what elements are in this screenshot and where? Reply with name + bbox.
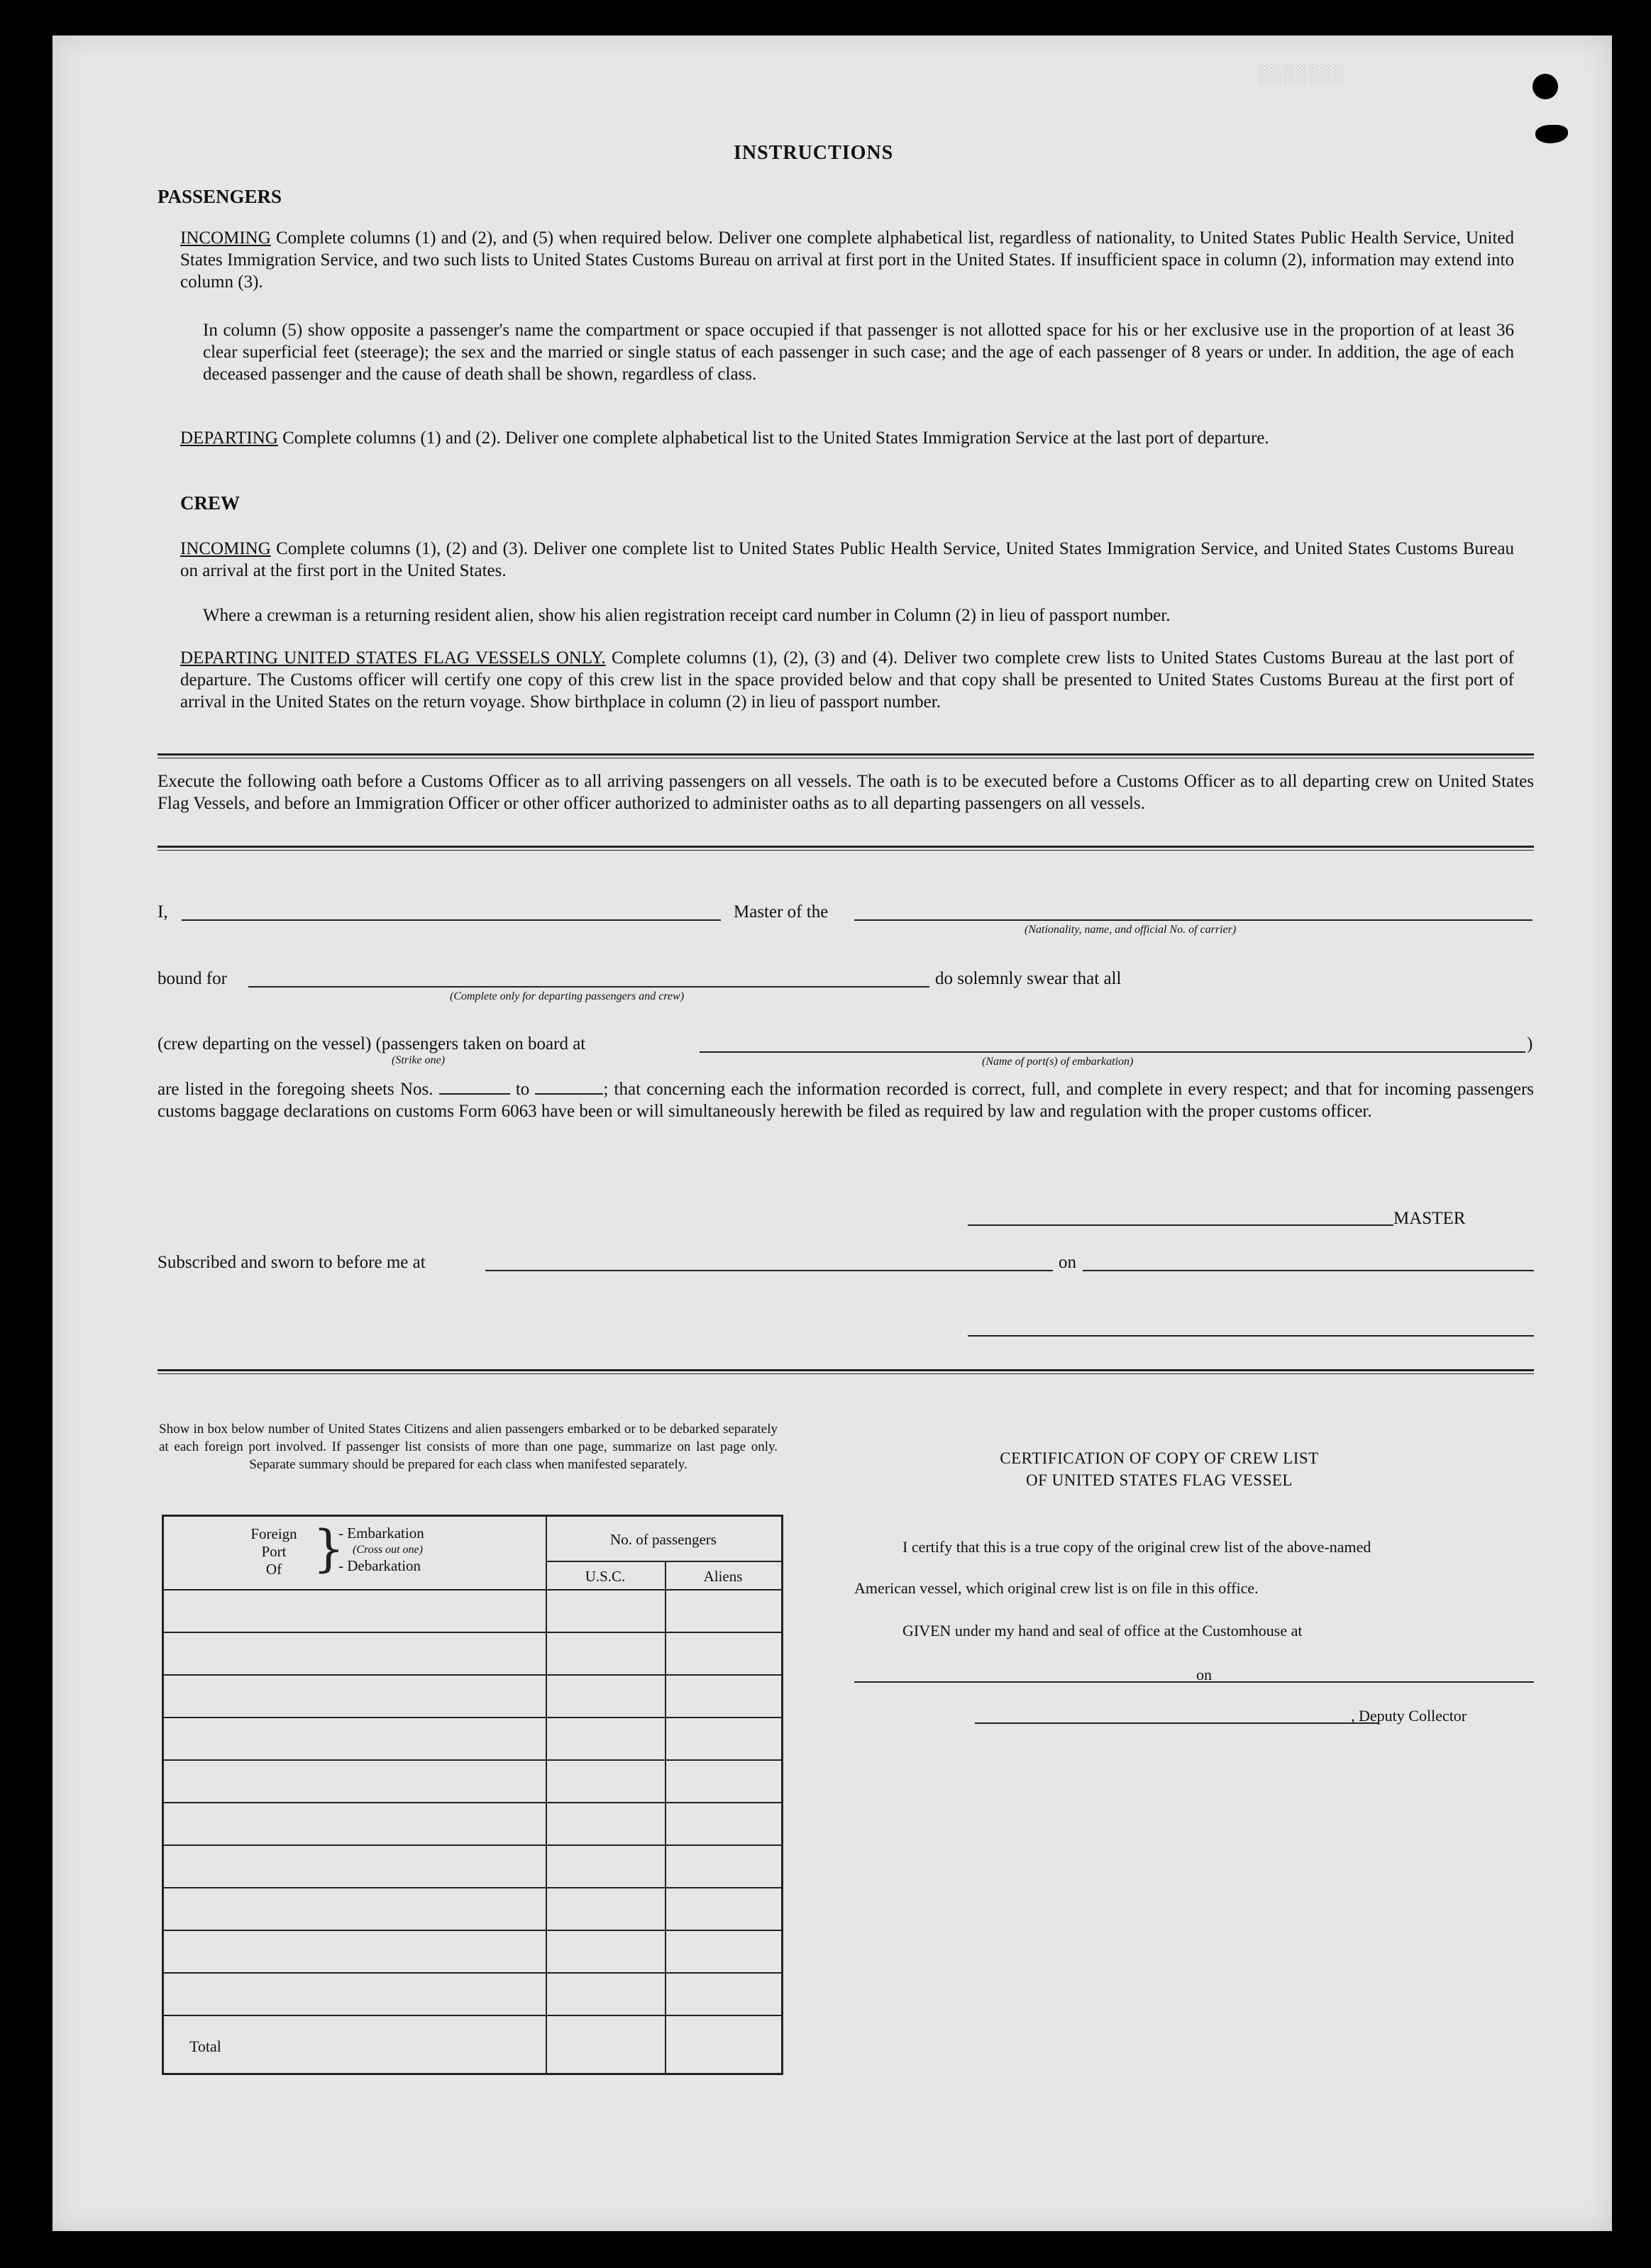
officer-signature-field[interactable] [968,1335,1534,1337]
passengers-heading: PASSENGERS [158,186,282,207]
certification-on-label: on [1196,1666,1212,1683]
passengers-departing-paragraph [180,427,1514,449]
table-header-split [546,1561,781,1562]
ports-hint: (Name of port(s) of embarkation) [982,1056,1134,1068]
incoming-label: INCOMING [180,228,271,248]
passenger-summary-table [162,1515,783,2075]
master-label: MASTER [1393,1209,1466,1228]
given-line: GIVEN under my hand and seal of office at the Customhouse at [902,1622,1303,1639]
crew-departing-label: DEPARTING UNITED STATES FLAG VESSELS ONLY. [180,648,606,668]
usc-header: U.S.C. [585,1568,626,1585]
port-label: Port [261,1543,287,1560]
departing-label: DEPARTING [180,428,278,448]
no-of-passengers-header: No. of passengers [610,1531,717,1548]
bound-for-field[interactable] [248,986,929,988]
table-row-line [164,2015,781,2016]
table-row-line [164,1887,781,1888]
aliens-header: Aliens [703,1568,743,1585]
oath-divider [158,846,1534,851]
certify-line2: American vessel, which original crew list is on file in this office. [854,1579,1259,1597]
sheets-paragraph [158,1078,1534,1122]
sheets-text-b: ; that concerning each the information recorded is correct, full, and complete in every respect; and that for incoming passengers customs baggage declarations on customs Form 6063 have been or will simultaneously herewith be filed as required by law and regulation with the proper customs officer. [158,1080,1535,1121]
table-divider-usc [665,1561,666,2073]
customhouse-field[interactable] [854,1681,1249,1683]
crew-incoming-paragraph [180,538,1514,582]
master-of-label: Master of the [734,902,829,922]
column5-paragraph: In column (5) show opposite a passenger's name the compartment or space occupied if that passenger is not allotted space for his or her exclusive use in the proportion of at least 36 clear superficial feet (steerage); the sex and the married or single status of each passenger in such case; and the age of each passenger of 8 years or under. In addition, the age of each deceased passenger and the cause of death shall be shown, regardless of class. [203,321,1514,384]
bleed-through-header: ░░░░░░░ [1259,64,1347,85]
table-row-line [164,1717,781,1718]
carrier-field[interactable] [854,919,1533,921]
debarkation-label: - Debarkation [338,1557,421,1574]
table-row-line [164,1972,781,1974]
deputy-collector-signature-field[interactable] [975,1722,1379,1724]
bound-for-label: bound for [158,969,227,988]
strike-one-hint: (Strike one) [392,1054,446,1066]
crewman-paragraph: Where a crewman is a returning resident alien, show his alien registration receipt card number in Column (2) in lieu of passport number. [203,606,1171,625]
table-row-line [164,1759,781,1761]
subscribed-place-field[interactable] [485,1270,1053,1271]
deputy-collector-label: , Deputy Collector [1351,1707,1467,1725]
total-label: Total [189,2037,221,2055]
foreign-port-of-header [235,1525,313,1578]
crew-heading: CREW [180,492,241,514]
page-title: INSTRUCTIONS [734,142,894,164]
crew-passengers-label: (crew departing on the vessel) (passengers taken on board at [158,1034,586,1053]
certification-heading-line2: OF UNITED STATES FLAG VESSEL [1026,1471,1293,1489]
sheets-to-label: to [515,1080,530,1099]
table-header-bottom [164,1589,781,1591]
lower-divider [158,1369,1534,1374]
certification-date-field[interactable] [1216,1681,1534,1683]
subscribed-on-label: on [1059,1253,1076,1272]
master-name-field[interactable] [182,919,721,921]
of-label: Of [265,1561,282,1578]
crew-departing-text: Complete columns (1), (2), (3) and (4). Deliver two complete crew lists to United States Customs Bureau at the last port of departure. The Customs officer will certify one copy of this crew list in the space provided below and that copy shall be presented to United States Customs Bureau at the first port of arrival in the United States on the return voyage. Show birthplace in column (2) in lieu of passport number. [180,648,1514,712]
subscribed-label: Subscribed and sworn to before me at [158,1253,426,1272]
table-row-line [164,1632,781,1633]
table-row-line [164,1930,781,1931]
certification-heading-line1: CERTIFICATION OF COPY OF CREW LIST [1000,1449,1319,1467]
embarkation-ports-field[interactable] [700,1051,1525,1053]
embarkation-label: - Embarkation [338,1525,424,1542]
embarkation-header [338,1525,424,1574]
departing-text: Complete columns (1) and (2). Deliver one complete alphabetical list to the United States Immigration Service at the last port of departure. [282,428,1269,448]
table-row-line [164,1844,781,1846]
table-row-line [164,1674,781,1676]
cross-out-label: (Cross out one) [353,1544,423,1556]
crew-incoming-label: INCOMING [180,539,271,558]
table-row-line [164,1802,781,1803]
swear-label: do solemnly swear that all [935,969,1122,988]
certification-heading [968,1447,1351,1491]
crew-departing-paragraph [180,647,1514,713]
document-sheet [53,35,1612,2231]
sheet-from-field[interactable] [439,1079,510,1095]
carrier-hint: (Nationality, name, and official No. of carrier) [1025,924,1237,936]
passengers-incoming-paragraph [180,227,1514,293]
punch-hole-icon [1533,74,1558,99]
close-paren: ) [1527,1034,1533,1053]
table-divider-port [546,1517,547,2073]
brace-glyph: } [313,1520,345,1578]
subscribed-date-field[interactable] [1083,1270,1534,1271]
oath-intro-paragraph: Execute the following oath before a Customs Officer as to all arriving passengers on all vessels. The oath is to be executed before a Customs Officer as to all departing crew on United States Flag Vessels, and before an Immigration Officer or other officer authorized to administer oaths as to all departing passengers on all vessels. [158,772,1534,813]
oath-i-label: I, [158,902,168,922]
sheets-text-a: are listed in the foregoing sheets Nos. [158,1080,434,1099]
master-signature-field[interactable] [968,1224,1393,1226]
incoming-text: Complete columns (1) and (2), and (5) when required below. Deliver one complete alphabetical list, regardless of nationality, to United States Public Health Service, United States Immigration Service, and two such lists to United States Customs Bureau on arrival at first port in the United States. If insufficient space in column (2), information may extend into column (3). [180,228,1515,292]
certify-line1: I certify that this is a true copy of the original crew list of the above-named [902,1538,1371,1556]
sheet-to-field[interactable] [535,1079,603,1095]
summary-instruction: Show in box below number of United States Citizens and alien passengers embarked or to be debarked separately at each foreign port involved. If passenger list consists of more than one page, summarize on last page only. Separate summary should be prepared for each class when manifested separately. [159,1422,778,1472]
crew-incoming-text: Complete columns (1), (2) and (3). Deliver one complete list to United States Public Health Service, United States Immigration Service, and United States Customs Bureau on arrival at the first port in the United States. [180,539,1514,580]
foreign-label: Foreign [250,1525,297,1542]
section-divider [158,753,1534,758]
bound-for-hint: (Complete only for departing passengers and crew) [450,990,685,1002]
